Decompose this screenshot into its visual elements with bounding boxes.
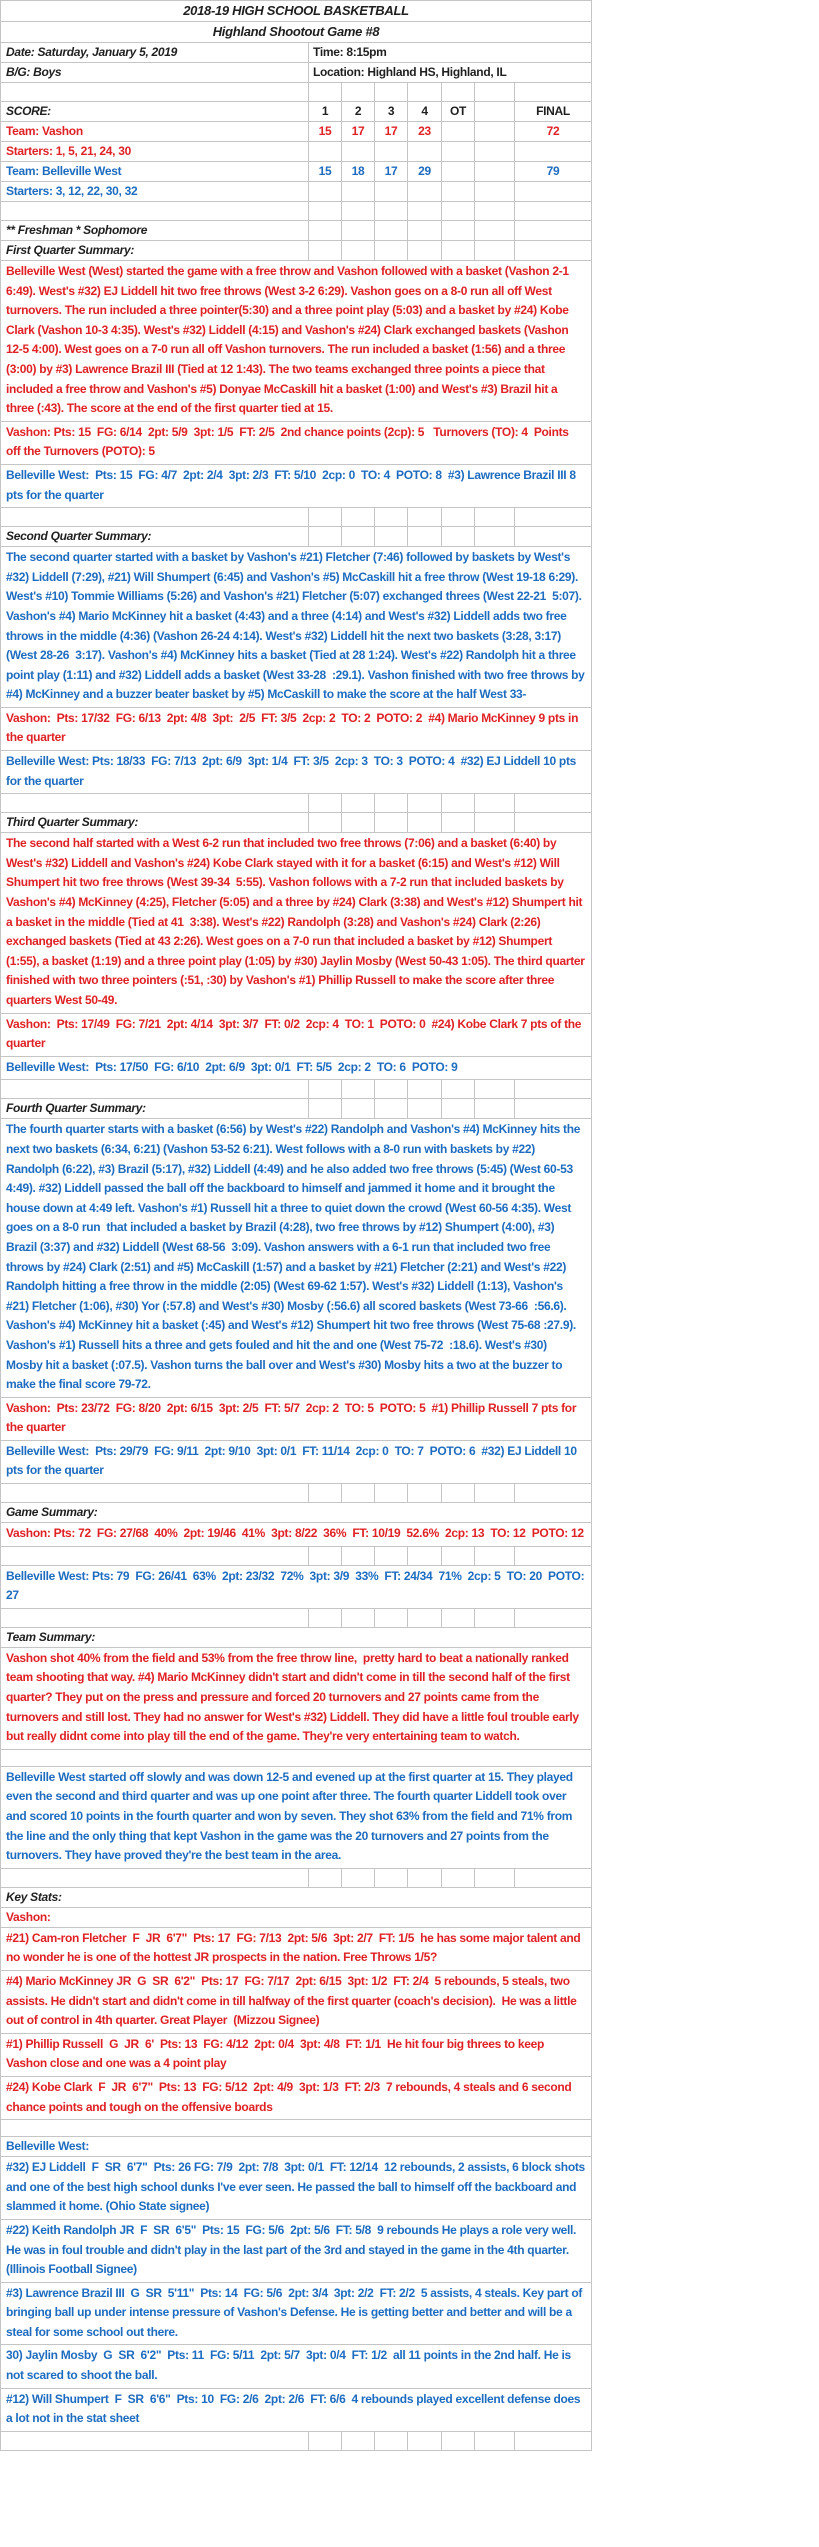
score-cell — [407, 1609, 441, 1627]
q2-west-stats — [1, 751, 591, 794]
score-cell — [308, 1099, 341, 1118]
q3-heading — [1, 813, 591, 833]
bg-location-row-right: Location: Highland HS, Highland, IL — [308, 63, 591, 82]
q1-heading-label: First Quarter Summary: — [6, 243, 135, 257]
west-player-randolph-text: #22) Keith Randolph JR F SR 6'5" Pts: 15 FG: 5/6 2pt: 5/6 FT: 5/8 9 rebounds He plays a role very well. He was in foul trouble and didn't play in the last part of the 3rd and stayed in the game in the 4th quarter. (Illinois Football Signee) — [6, 2222, 580, 2277]
score-cell — [308, 1547, 341, 1565]
score-cell — [341, 508, 374, 526]
score-cell — [341, 1484, 374, 1502]
score-cell — [514, 83, 591, 101]
legend-row-label: ** Freshman * Sophomore — [6, 223, 148, 237]
score-cell — [474, 221, 514, 240]
score-cell — [308, 813, 341, 832]
score-cell — [308, 83, 341, 101]
vashon-player-fletcher — [1, 1928, 591, 1971]
score-cell — [441, 508, 474, 526]
west-player-liddell — [1, 2157, 591, 2220]
west-player-mosby — [1, 2345, 591, 2388]
empty-row-label — [1, 83, 308, 101]
score-cell — [308, 142, 341, 161]
score-cell — [308, 221, 341, 240]
q4-summary-text: The fourth quarter starts with a basket (6:56) by West's #22) Randolph and Vashon's #4) McKinney hits the next two baskets (6:34, 6:21) (Vashon 53-52 6:21). West follows with a 8-0 run with baskets by #22) Randolph (6:22), #3) Brazil (5:17), #32) Liddell (4:49) and he also added two free throws (5:45) (West 60-53 4:49). #32) Liddell passed the ball off the backboard to himself and jammed it home and it brought the house down at 4:49 left. Vashon's #1) Russell hit a three to quiet down the crowd (West 60-56 4:35). West goes on a 8-0 run that included a basket by Brazil (4:28), two free throws by #12) Shumpert (4:00), #3) Brazil (3:37) and #32) Liddell (West 68-56 3:09). Vashon answers with a 6-1 run that included two free throws by #24) Clark (2:51) and #5) McCaskill (1:57) and a basket by #21) Fletcher (2:21) and West's #22) Randolph hitting a free throw in the middle (2:05) (West 69-62 1:57). West's #32) Liddell (1:13), Vashon's #21) Fletcher (1:06), #30) Yor (:57.8) and West's #30) Mosby (:56.6) all scored baskets (West 73-66 :56.6). Vashon's #4) McKinney hit a basket (:45) and West's #12) Shumpert hit two free throws (West 75-68 :27.9). Vashon's #1) Russell hits a three and gets fouled and hit the and one (West 75-72 :18.6). West's #30) Mosby hit a basket (:07.5). Vashon turns the ball over and West's #30) Mosby hits a two at the buzzer to make the final score 79-72. — [6, 1122, 584, 1392]
score-header-row-label: SCORE: — [6, 104, 51, 118]
empty-row — [1, 2120, 591, 2137]
west-player-randolph — [1, 2220, 591, 2283]
q1-summary-text: Belleville West (West) started the game with a free throw and Vashon followed with a basket (Vashon 2-1 6:49). West's #32) EJ Liddell hit two free throws (West 3-2 6:29). Vashon goes on a 8-0 run all off West turnovers. The run included a three pointer(5:30) and a three point play (5:03) and a basket by #24) Kobe Clark (Vashon 10-3 4:35). West's #32) Liddell (4:15) and Vashon's #24) Clark exchanged baskets (Vashon 12-5 4:00). West goes on a 7-0 run all off Vashon turnovers. The run included a basket (1:56) and a three (3:00) by #3) Lawrence Brazil III (Tied at 12 1:43). The two teams exchanged three points a piece that included a free throw and Vashon's #5) Donyae McCaskill hit a basket (1:00) and West's #3) Brazil hit a three (:43). The score at the end of the first quarter tied at 15. — [6, 264, 572, 416]
score-cell — [514, 182, 591, 201]
score-cell: 17 — [341, 122, 374, 141]
q1-west-stats — [1, 465, 591, 508]
score-cell — [341, 202, 374, 220]
q4-heading — [1, 1099, 591, 1119]
score-cell — [374, 241, 407, 260]
q4-summary — [1, 1119, 591, 1397]
score-cell — [441, 1080, 474, 1098]
score-cell: 15 — [308, 162, 341, 181]
empty-row-label — [1, 2432, 308, 2450]
bg-location-row-left: B/G: Boys — [6, 65, 62, 79]
q1-vashon-stats — [1, 422, 591, 465]
empty-row-label — [1, 1869, 308, 1887]
score-cell — [474, 813, 514, 832]
q2-vashon-stats-text: Vashon: Pts: 17/32 FG: 6/13 2pt: 4/8 3pt: 2/5 FT: 3/5 2cp: 2 TO: 2 POTO: 2 #4) Mario McKinney 9 pts in the quarter — [6, 710, 582, 745]
score-cell — [441, 1547, 474, 1565]
score-cell — [308, 182, 341, 201]
q3-west-stats-text: Belleville West: Pts: 17/50 FG: 6/10 2pt: 6/9 3pt: 0/1 FT: 5/5 2cp: 2 TO: 6 POTO: 9 — [6, 1059, 458, 1074]
score-cell — [474, 142, 514, 161]
empty-row — [1, 794, 591, 813]
score-cell — [407, 508, 441, 526]
score-cell: 1 — [308, 102, 341, 121]
key-stats-west-heading — [1, 2137, 591, 2157]
score-cell — [474, 182, 514, 201]
score-cell — [407, 1080, 441, 1098]
score-cell — [474, 1099, 514, 1118]
score-cell — [374, 527, 407, 546]
q4-west-stats-text: Belleville West: Pts: 29/79 FG: 9/11 2pt: 9/10 3pt: 0/1 FT: 11/14 2cp: 0 TO: 7 POTO: 6 #32) EJ Liddell 10 pts for the quarter — [6, 1443, 580, 1478]
game-vashon-stats — [1, 1523, 591, 1547]
score-cell — [474, 1080, 514, 1098]
west-player-brazil — [1, 2283, 591, 2346]
score-cell — [441, 142, 474, 161]
q4-heading-label: Fourth Quarter Summary: — [6, 1101, 146, 1116]
empty-row-text — [1, 2120, 591, 2136]
west-team-summary — [1, 1767, 591, 1869]
score-cell — [308, 202, 341, 220]
title-line-2-text: Highland Shootout Game #8 — [212, 24, 380, 39]
score-cell — [341, 241, 374, 260]
score-cell: 18 — [341, 162, 374, 181]
score-cell — [407, 2432, 441, 2450]
vashon-starters-row — [1, 142, 591, 162]
score-cell: 72 — [514, 122, 591, 141]
score-cell — [514, 1869, 591, 1887]
score-cell: 15 — [308, 122, 341, 141]
score-cell — [441, 1609, 474, 1627]
empty-row — [1, 1080, 591, 1099]
score-cell — [341, 221, 374, 240]
score-cell — [374, 221, 407, 240]
empty-row — [1, 1609, 591, 1628]
score-cell — [474, 102, 514, 121]
score-cell — [474, 794, 514, 812]
score-cell — [514, 221, 591, 240]
score-cell — [374, 1099, 407, 1118]
q3-vashon-stats — [1, 1014, 591, 1057]
empty-row — [1, 1484, 591, 1503]
score-cell — [474, 2432, 514, 2450]
empty-row — [1, 2432, 591, 2451]
game-vashon-stats-text: Vashon: Pts: 72 FG: 27/68 40% 2pt: 19/46 41% 3pt: 8/22 36% FT: 10/19 52.6% 2cp: 13 TO: 12 POTO: 12 — [6, 1526, 584, 1541]
score-cell — [474, 83, 514, 101]
west-team-summary-text: Belleville West started off slowly and was down 12-5 and evened up at the first quarter at 15. They played even the second and third quarter and was up one point after three. The fourth quarter Liddell took over and scored 10 points in the fourth quarter and won by seven. They shot 63% from the field and 71% from the line and the only thing that kept Vashon in the game was the 20 turnovers and 27 points from the turnovers. They have proved they're the best team in the area. — [6, 1769, 576, 1863]
score-cell — [407, 83, 441, 101]
score-cell — [341, 1869, 374, 1887]
score-cell — [308, 2432, 341, 2450]
vashon-score-row — [1, 122, 591, 142]
score-cell — [441, 1869, 474, 1887]
score-cell — [341, 813, 374, 832]
empty-row — [1, 508, 591, 527]
score-cell — [441, 2432, 474, 2450]
key-stats-heading — [1, 1888, 591, 1908]
title-line-1 — [1, 1, 591, 22]
score-cell: 23 — [407, 122, 441, 141]
game-summary-heading — [1, 1503, 591, 1523]
score-cell — [374, 813, 407, 832]
score-cell — [341, 83, 374, 101]
date-time-row-left: Date: Saturday, January 5, 2019 — [6, 45, 178, 59]
score-cell — [514, 2432, 591, 2450]
vashon-player-fletcher-text: #21) Cam-ron Fletcher F JR 6'7" Pts: 17 FG: 7/13 2pt: 5/6 3pt: 2/7 FT: 1/5 he has some major talent and no wonder he is one of the hottest JR prospects in the nation. Free Throws 1/5? — [6, 1930, 584, 1965]
score-cell — [308, 527, 341, 546]
score-cell — [374, 1080, 407, 1098]
score-cell — [308, 1484, 341, 1502]
q3-summary-text: The second half started with a West 6-2 run that included two free throws (7:06) and a basket (6:40) by West's #32) Liddell and Vashon's #24) Kobe Clark stayed with it for a basket (6:15) and West's #12) Will Shumpert hit two free throws (West 39-34 5:55). Vashon follows with a 7-2 run that included baskets by Vashon's #4) McKinney (4:25), Fletcher (5:05) and a three by #24) Clark (3:38) and West's #12) Shumpert hit a basket in the middle (Tied at 41 3:38). West's #22) Randolph (3:28) and Vashon's #24) Clark (2:26) exchanged baskets (Tied at 43 2:26). West goes on a 7-0 run that included a basket by #12) Shumpert (1:55), a basket (1:19) and a three point play (1:05) by #30) Jaylin Mosby (West 50-43 1:05). The third quarter finished with two three pointers (:51, :30) by Vashon's #1) Phillip Russell to make the score after three quarters West 50-49. — [6, 836, 588, 1007]
empty-row-label — [1, 1484, 308, 1502]
score-cell: 4 — [407, 102, 441, 121]
score-cell — [374, 202, 407, 220]
q3-summary — [1, 833, 591, 1013]
vashon-score-row-label: Team: Vashon — [6, 124, 83, 138]
key-stats-vashon-heading — [1, 1908, 591, 1928]
score-cell — [441, 83, 474, 101]
score-cell — [374, 1609, 407, 1627]
empty-row-label — [1, 202, 308, 220]
score-cell — [374, 794, 407, 812]
empty-row-label — [1, 794, 308, 812]
q2-heading-label: Second Quarter Summary: — [6, 529, 152, 544]
west-score-row — [1, 162, 591, 182]
west-player-shumpert — [1, 2389, 591, 2432]
score-cell — [514, 508, 591, 526]
score-cell — [441, 813, 474, 832]
score-cell — [514, 794, 591, 812]
empty-row — [1, 202, 591, 221]
score-cell — [474, 162, 514, 181]
score-cell — [341, 1609, 374, 1627]
title-line-2 — [1, 22, 591, 43]
score-cell — [407, 1869, 441, 1887]
score-cell — [374, 142, 407, 161]
score-cell — [374, 83, 407, 101]
score-cell: 17 — [374, 122, 407, 141]
west-player-liddell-text: #32) EJ Liddell F SR 6'7" Pts: 26 FG: 7/9 2pt: 7/8 3pt: 0/1 FT: 12/14 12 rebounds, 2 assists, 6 block shots and one of the best high school dunks I've ever seen. He passed the ball to himself off the backboard and slammed it home. (Ohio State signee) — [6, 2160, 588, 2214]
bg-location-row — [1, 63, 591, 83]
score-cell — [441, 122, 474, 141]
score-cell — [374, 2432, 407, 2450]
score-cell — [374, 1869, 407, 1887]
west-starters-row-label: Starters: 3, 12, 22, 30, 32 — [6, 184, 138, 198]
score-cell — [474, 202, 514, 220]
q2-west-stats-text: Belleville West: Pts: 18/33 FG: 7/13 2pt: 6/9 3pt: 1/4 FT: 3/5 2cp: 3 TO: 3 POTO: 4 #32) EJ Liddell 10 pts for the quarter — [6, 754, 580, 788]
score-cell — [407, 142, 441, 161]
score-cell — [341, 527, 374, 546]
empty-row-text — [1, 1750, 591, 1766]
score-cell — [407, 794, 441, 812]
q1-vashon-stats-text: Vashon: Pts: 15 FG: 6/14 2pt: 5/9 3pt: 1/5 FT: 2/5 2nd chance points (2cp): 5 Turnovers (TO): 4 Points off the Turnovers (POTO): 5 — [6, 424, 572, 459]
west-player-mosby-text: 30) Jaylin Mosby G SR 6'2" Pts: 11 FG: 5/11 2pt: 5/7 3pt: 0/4 FT: 1/2 all 11 points in the 2nd half. He is not scared to shoot the ball. — [6, 2348, 574, 2383]
vashon-player-russell-text: #1) Phillip Russell G JR 6' Pts: 13 FG: 4/12 2pt: 0/4 3pt: 4/8 FT: 1/1 He hit four big threes to keep Vashon close and one was a 4 point play — [6, 2036, 548, 2071]
date-time-row — [1, 43, 591, 63]
vashon-player-clark — [1, 2077, 591, 2120]
score-cell — [407, 527, 441, 546]
score-cell — [341, 1099, 374, 1118]
score-cell — [474, 241, 514, 260]
score-cell — [441, 794, 474, 812]
team-summary-heading-text: Team Summary: — [6, 1629, 96, 1644]
q2-summary — [1, 547, 591, 708]
game-summary-heading-text: Game Summary: — [6, 1505, 98, 1520]
score-cell — [407, 1484, 441, 1502]
empty-row — [1, 1750, 591, 1767]
empty-row — [1, 1547, 591, 1566]
empty-row-label — [1, 1080, 308, 1098]
score-cell — [441, 1484, 474, 1502]
score-cell — [407, 202, 441, 220]
score-cell — [514, 1609, 591, 1627]
empty-row — [1, 1869, 591, 1888]
score-cell — [341, 142, 374, 161]
score-cell — [441, 1099, 474, 1118]
score-cell — [474, 122, 514, 141]
score-cell — [514, 202, 591, 220]
score-cell — [407, 813, 441, 832]
score-cell — [474, 508, 514, 526]
score-cell — [514, 1080, 591, 1098]
score-cell — [474, 527, 514, 546]
vashon-player-russell — [1, 2034, 591, 2077]
score-cell — [407, 221, 441, 240]
title-line-1-text: 2018-19 HIGH SCHOOL BASKETBALL — [183, 3, 409, 18]
score-cell — [308, 794, 341, 812]
empty-row-label — [1, 1547, 308, 1565]
score-cell — [308, 508, 341, 526]
west-player-brazil-text: #3) Lawrence Brazil III G SR 5'11" Pts: 14 FG: 5/6 2pt: 3/4 3pt: 2/2 FT: 2/2 5 assists, 4 steals. Key part of bringing ball up under intense pressure of Vashon's Defense. He is getting better and better and will be a steal for some school out there. — [6, 2285, 586, 2339]
score-cell — [374, 182, 407, 201]
score-cell — [308, 1869, 341, 1887]
score-cell: FINAL — [514, 102, 591, 121]
score-cell — [407, 241, 441, 260]
q1-heading — [1, 241, 591, 261]
score-cell — [514, 527, 591, 546]
vashon-team-summary — [1, 1648, 591, 1750]
vashon-player-clark-text: #24) Kobe Clark F JR 6'7" Pts: 13 FG: 5/12 2pt: 4/9 3pt: 1/3 FT: 2/3 7 rebounds, 4 steals and 6 second chance points and tough on the offensive boards — [6, 2079, 575, 2114]
score-cell — [308, 1080, 341, 1098]
score-cell — [308, 241, 341, 260]
score-cell: 2 — [341, 102, 374, 121]
q2-summary-text: The second quarter started with a basket by Vashon's #21) Fletcher (7:46) followed by baskets by West's #32) Liddell (7:29), #21) Will Shumpert (6:45) and Vashon's #5) McCaskill hit a free throw (West 19-18 6:29). West's #10) Tommie Williams (5:26) and Vashon's #21) Fletcher (5:07) exchanged threes (West 22-21 5:07). Vashon's #4) Mario McKinney hit a basket (4:43) and a three (4:14) and West's #32) Liddell adds two free throws in the middle (4:36) (Vashon 26-24 4:14). West's #32) Liddell hit the next two baskets (3:28, 3:17) (West 28-26 3:17). Vashon's #4) McKinney hits a basket (Tied at 28 1:24). West's #22) Randolph hit a three point play (1:11) and #32) Liddell adds a basket (West 33-28 :29.1). Vashon finished with two free throws by #4) McKinney and a buzzer beater basket by #5) McCaskill to make the score at the half West 33- — [6, 550, 588, 702]
score-cell: 79 — [514, 162, 591, 181]
score-cell — [441, 527, 474, 546]
score-cell — [407, 1099, 441, 1118]
q3-heading-label: Third Quarter Summary: — [6, 815, 139, 830]
score-cell — [341, 794, 374, 812]
team-summary-heading — [1, 1628, 591, 1648]
score-cell — [514, 1547, 591, 1565]
score-cell — [441, 162, 474, 181]
score-cell — [474, 1609, 514, 1627]
score-cell — [308, 1609, 341, 1627]
score-cell — [441, 202, 474, 220]
q3-vashon-stats-text: Vashon: Pts: 17/49 FG: 7/21 2pt: 4/14 3pt: 3/7 FT: 0/2 2cp: 4 TO: 1 POTO: 0 #24) Kobe Clark 7 pts of the quarter — [6, 1016, 585, 1051]
score-cell: 17 — [374, 162, 407, 181]
vashon-player-mckinney — [1, 1971, 591, 2034]
key-stats-west-heading-text: Belleville West: — [6, 2139, 90, 2154]
score-cell — [514, 142, 591, 161]
score-cell — [341, 182, 374, 201]
west-score-row-label: Team: Belleville West — [6, 164, 122, 178]
score-cell — [474, 1547, 514, 1565]
q4-vashon-stats-text: Vashon: Pts: 23/72 FG: 8/20 2pt: 6/15 3pt: 2/5 FT: 5/7 2cp: 2 TO: 5 POTO: 5 #1) Phillip Russell 7 pts for the quarter — [6, 1400, 580, 1435]
west-player-shumpert-text: #12) Will Shumpert F SR 6'6" Pts: 10 FG: 2/6 2pt: 2/6 FT: 6/6 4 rebounds played excellent defense does a lot not in the stat sheet — [6, 2391, 584, 2426]
score-cell — [441, 182, 474, 201]
score-cell — [474, 1869, 514, 1887]
score-cell — [341, 2432, 374, 2450]
score-cell — [441, 241, 474, 260]
score-cell — [514, 813, 591, 832]
score-header-row — [1, 102, 591, 122]
q2-heading — [1, 527, 591, 547]
legend-row — [1, 221, 591, 241]
q4-west-stats — [1, 1441, 591, 1484]
score-cell — [474, 1484, 514, 1502]
q1-summary — [1, 261, 591, 422]
q1-west-stats-text: Belleville West: Pts: 15 FG: 4/7 2pt: 2/4 3pt: 2/3 FT: 5/10 2cp: 0 TO: 4 POTO: 8 #3) Lawrence Brazil III 8 pts for the quarter — [6, 467, 579, 502]
score-cell — [441, 221, 474, 240]
score-cell — [341, 1547, 374, 1565]
score-cell — [407, 1547, 441, 1565]
empty-row-label — [1, 508, 308, 526]
game-west-stats — [1, 1566, 591, 1609]
key-stats-vashon-heading-text: Vashon: — [6, 1909, 51, 1924]
score-cell — [514, 241, 591, 260]
west-starters-row — [1, 182, 591, 202]
date-time-row-right: Time: 8:15pm — [308, 43, 591, 62]
empty-row — [1, 83, 591, 102]
score-cell — [514, 1099, 591, 1118]
q2-vashon-stats — [1, 708, 591, 751]
vashon-starters-row-label: Starters: 1, 5, 21, 24, 30 — [6, 144, 131, 158]
empty-row-label — [1, 1609, 308, 1627]
game-west-stats-text: Belleville West: Pts: 79 FG: 26/41 63% 2pt: 23/32 72% 3pt: 3/9 33% FT: 24/34 71% 2cp: 5 TO: 20 POTO: 27 — [6, 1568, 588, 1603]
vashon-team-summary-text: Vashon shot 40% from the field and 53% from the free throw line, pretty hard to beat a nationally ranked team shooting that way. #4) Mario McKinney didn't start and didn't come in till the second half of the first quarter? They put on the press and pressure and forced 20 turnovers and 27 points came from the turnovers and still lost. They had no answer for West's #32) Liddell. They did have a little foul trouble early but really didnt come into play till the end of the game. They're very entertaining team to watch. — [6, 1650, 582, 1744]
score-cell: 29 — [407, 162, 441, 181]
score-cell: OT — [441, 102, 474, 121]
score-cell — [374, 1484, 407, 1502]
score-cell — [374, 508, 407, 526]
key-stats-heading-text: Key Stats: — [6, 1889, 62, 1904]
score-cell — [374, 1547, 407, 1565]
q4-vashon-stats — [1, 1398, 591, 1441]
score-cell — [407, 182, 441, 201]
score-cell — [341, 1080, 374, 1098]
q3-west-stats — [1, 1057, 591, 1081]
score-cell — [514, 1484, 591, 1502]
vashon-player-mckinney-text: #4) Mario McKinney JR G SR 6'2" Pts: 17 FG: 7/17 2pt: 6/15 3pt: 1/2 FT: 2/4 5 rebounds, 5 steals, two assists. He didn't start and didn't come in till halfway of the first quarter (coach's decision). He was a little out of control in 4th quarter. Great Player (Mizzou Signee) — [6, 1973, 580, 2028]
score-cell: 3 — [374, 102, 407, 121]
